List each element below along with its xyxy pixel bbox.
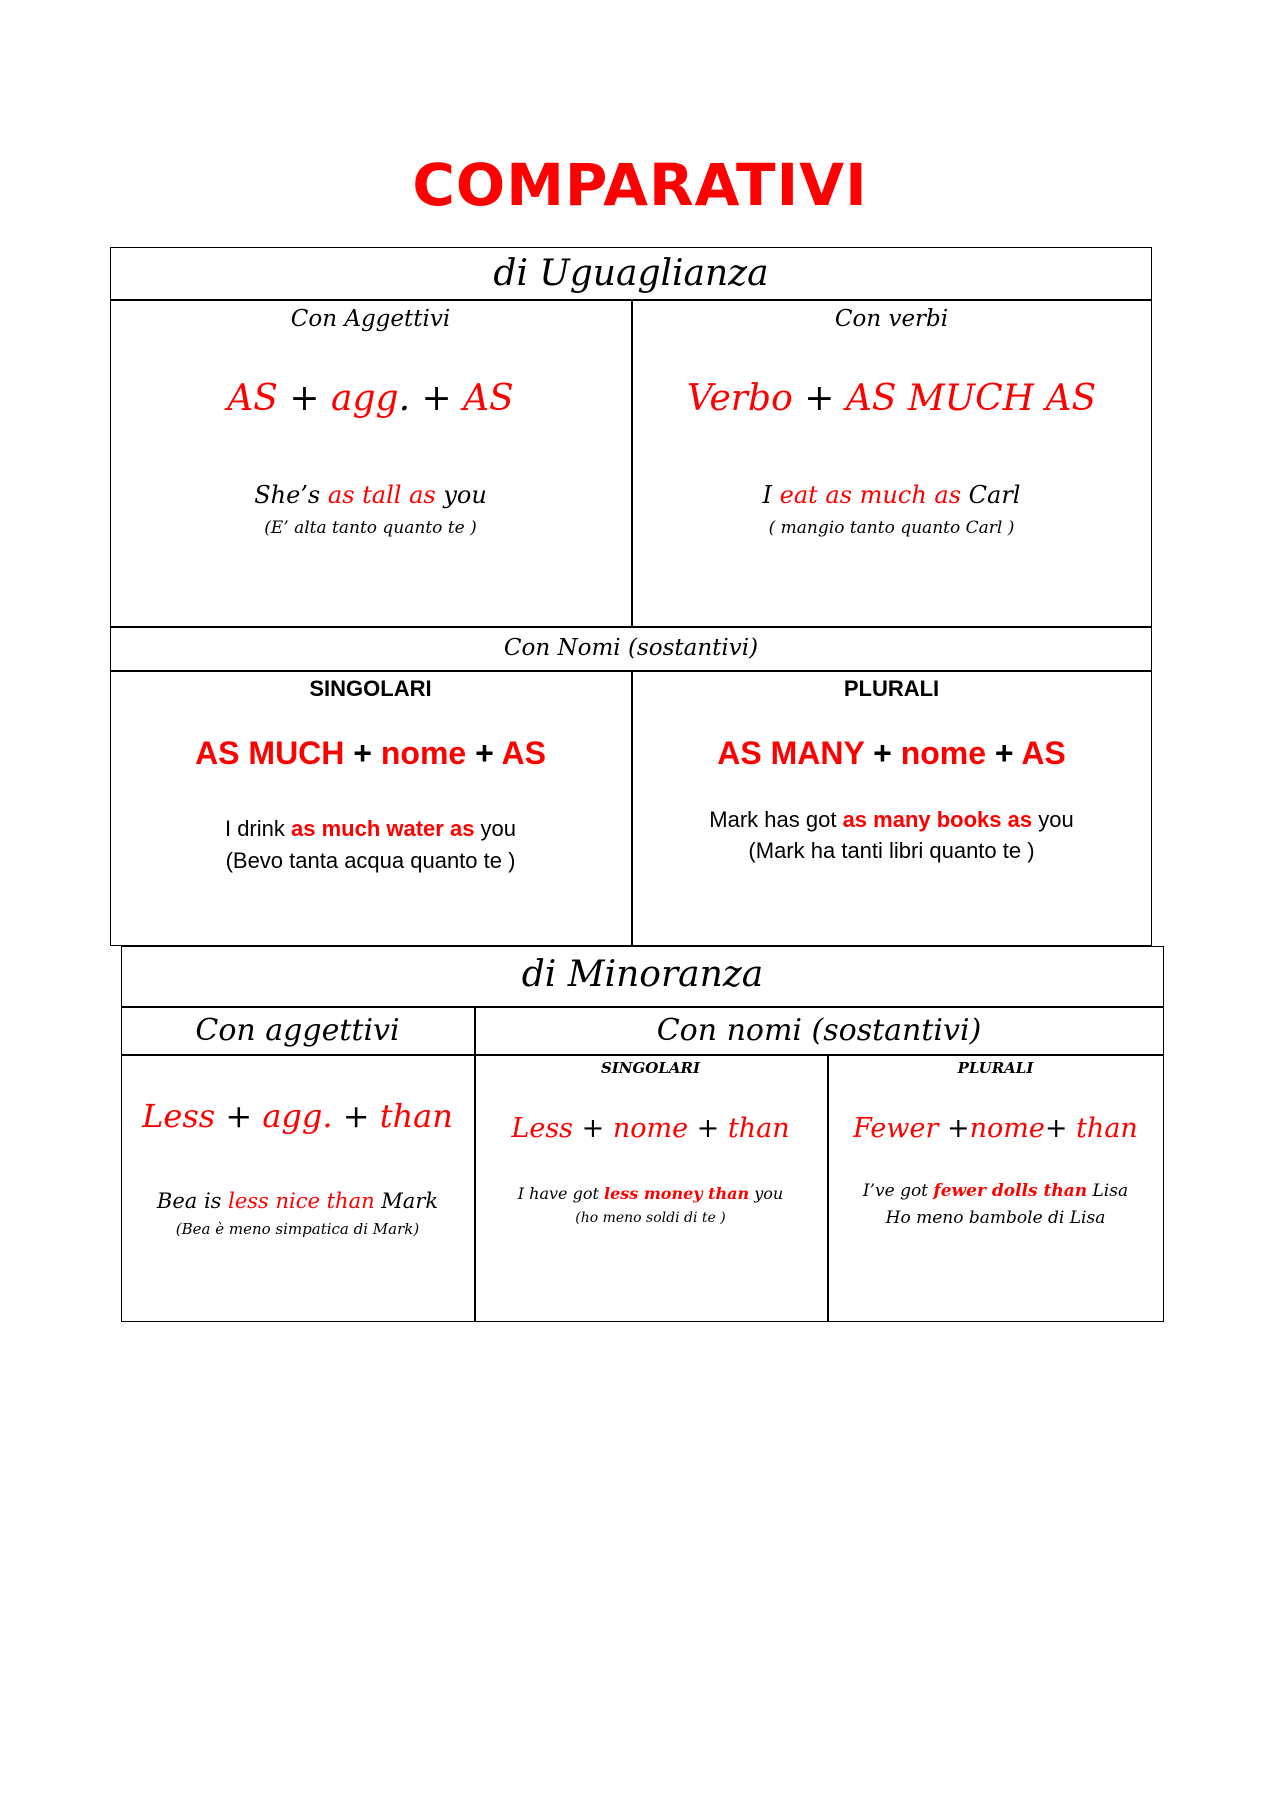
minoranza-plurali-formula: Fewer +nome+ than [853,1113,1138,1144]
uguaglianza-singolari-example: I drink as much water as you [224,816,517,841]
uguaglianza-singolari-translation: (Bevo tanta acqua quanto te ) [225,848,516,873]
minoranza-singolari-label: SINGOLARI [600,1059,701,1077]
uguaglianza-plurali-formula: AS MANY + nome + AS [717,735,1066,771]
minoranza-plurali-example: I’ve got fewer dolls than Lisa [862,1181,1129,1201]
uguaglianza-plurali-translation: (Mark ha tanti libri quanto te ) [748,838,1035,863]
minoranza-singolari-translation: (ho meno soldi di te ) [575,1210,726,1226]
minoranza-divider [121,1006,1164,1008]
uguaglianza-aggettivi-label: Con Aggettivi [290,306,451,332]
uguaglianza-singolari-label: SINGOLARI [309,676,432,701]
page-title: COMPARATIVI [412,151,868,219]
uguaglianza-aggettivi-formula: AS + agg. + AS [227,378,514,419]
uguaglianza-plurali-label: PLURALI [843,676,940,701]
minoranza-divider [474,1006,476,1322]
minoranza-divider [121,1054,1164,1056]
uguaglianza-divider [110,626,1152,628]
uguaglianza-aggettivi-example: She’s as tall as you [254,481,487,509]
minoranza-plurali-label: PLURALI [957,1059,1034,1077]
uguaglianza-divider [631,299,633,626]
uguaglianza-verbi-example: I eat as much as Carl [762,481,1021,509]
uguaglianza-heading: di Uguaglianza [493,253,769,294]
uguaglianza-verbi-formula: Verbo + AS MUCH AS [686,378,1097,419]
minoranza-singolari-example: I have got less money than you [517,1184,784,1203]
uguaglianza-nomi-label: Con Nomi (sostantivi) [503,635,759,661]
minoranza-aggettivi-example: Bea is less nice than Mark [156,1189,439,1213]
uguaglianza-verbi-translation: ( mangio tanto quanto Carl ) [768,518,1015,538]
uguaglianza-aggettivi-translation: (E’ alta tanto quanto te ) [264,518,477,538]
minoranza-aggettivi-formula: Less + agg. + than [142,1097,453,1135]
minoranza-plurali-translation: Ho meno bambole di Lisa [885,1208,1106,1228]
minoranza-aggettivi-label: Con aggettivi [195,1013,400,1048]
minoranza-heading: di Minoranza [521,954,764,995]
minoranza-nomi-label: Con nomi (sostantivi) [656,1013,982,1048]
uguaglianza-verbi-label: Con verbi [834,306,949,332]
minoranza-aggettivi-translation: (Bea è meno simpatica di Mark) [175,1220,420,1238]
uguaglianza-singolari-formula: AS MUCH + nome + AS [195,735,546,771]
uguaglianza-plurali-example: Mark has got as many books as you [709,807,1074,832]
minoranza-singolari-formula: Less + nome + than [511,1113,790,1144]
